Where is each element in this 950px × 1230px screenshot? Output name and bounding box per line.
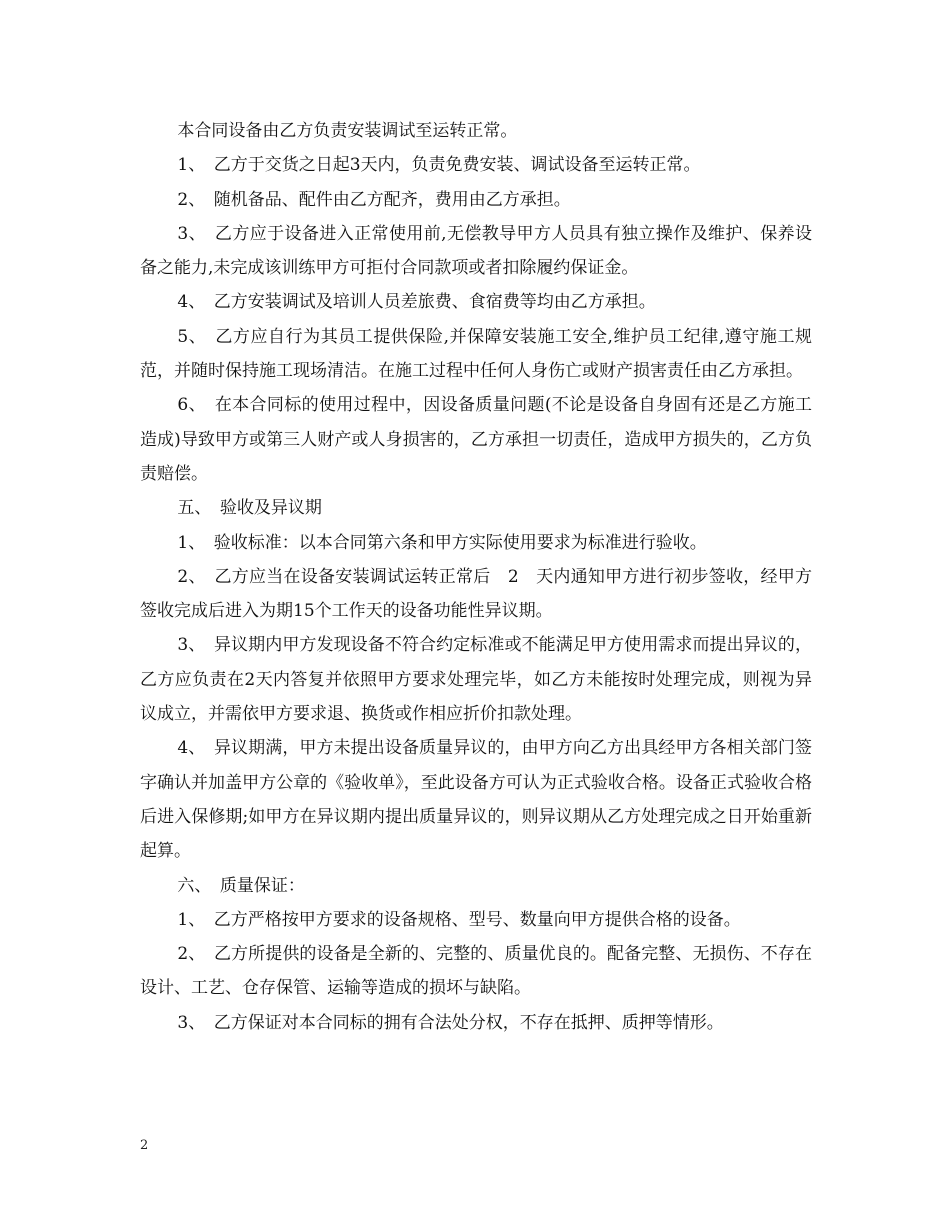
paragraph-acceptance-2: 2、 乙方应当在设备安装调试运转正常后 2 天内通知甲方进行初步签收，经甲方签收完成后进入为期15个工作天的设备功能性异议期。 [140, 566, 812, 622]
section-heading-quality: 六、 质量保证： [177, 875, 305, 896]
paragraph-item-2: 2、 随机备品、配件由乙方配齐，费用由乙方承担。 [177, 189, 571, 210]
section-heading-acceptance: 五、 验收及异议期 [177, 498, 322, 519]
paragraph-quality-1: 1、 乙方严格按甲方要求的设备规格、型号、数量向甲方提供合格的设备。 [177, 909, 741, 930]
paragraph-item-5: 5、 乙方应自行为其员工提供保险,并保障安装施工安全,维护员工纪律,遵守施工规范，并随时保持施工现场清洁。在施工过程中任何人身伤亡或财产损害责任由乙方承担。 [140, 326, 812, 382]
paragraph-item-3: 3、 乙方应于设备进入正常使用前,无偿教导甲方人员具有独立操作及维护、保养设备之能力,未完成该训练甲方可拒付合同款项或者扣除履约保证金。 [140, 223, 812, 279]
document-body [140, 114, 812, 1040]
paragraph-intro: 本合同设备由乙方负责安装调试至运转正常。 [177, 121, 518, 141]
paragraph-item-1: 1、 乙方于交货之日起3天内，负责免费安装、调试设备至运转正常。 [177, 155, 701, 176]
paragraph-acceptance-1: 1、 验收标准：以本合同第六条和甲方实际使用要求为标准进行验收。 [177, 532, 707, 553]
paragraph-item-4: 4、 乙方安装调试及培训人员差旅费、食宿费等均由乙方承担。 [177, 292, 656, 313]
paragraph-quality-3: 3、 乙方保证对本合同标的拥有合法处分权，不存在抵押、质押等情形。 [177, 1012, 724, 1033]
paragraph-quality-2: 2、 乙方所提供的设备是全新的、完整的、质量优良的。配备完整、无损伤、不存在设计、工艺、仓存保管、运输等造成的损坏与缺陷。 [140, 944, 812, 999]
paragraph-acceptance-4: 4、 异议期满，甲方未提出设备质量异议的，由甲方向乙方出具经甲方各相关部门签字确认并加盖甲方公章的《验收单》，至此设备方可认为正式验收合格。设备正式验收合格后进入保修期;如甲方在异议期内提出质量异议的，则异议期从乙方处理完成之日开始重新起算。 [140, 738, 812, 862]
page-number: 2 [140, 1138, 149, 1153]
paragraph-item-6: 6、 在本合同标的使用过程中，因设备质量问题(不论是设备自身固有还是乙方施工造成)导致甲方或第三人财产或人身损害的，乙方承担一切责任，造成甲方损失的，乙方负责赔偿。 [140, 395, 812, 484]
paragraph-acceptance-3: 3、 异议期内甲方发现设备不符合约定标准或不能满足甲方使用需求而提出异议的，乙方应负责在2天内答复并依照甲方要求处理完毕，如乙方未能按时处理完成，则视为异议成立，并需依甲方要求退、换货或作相应折价扣款处理。 [140, 635, 812, 725]
